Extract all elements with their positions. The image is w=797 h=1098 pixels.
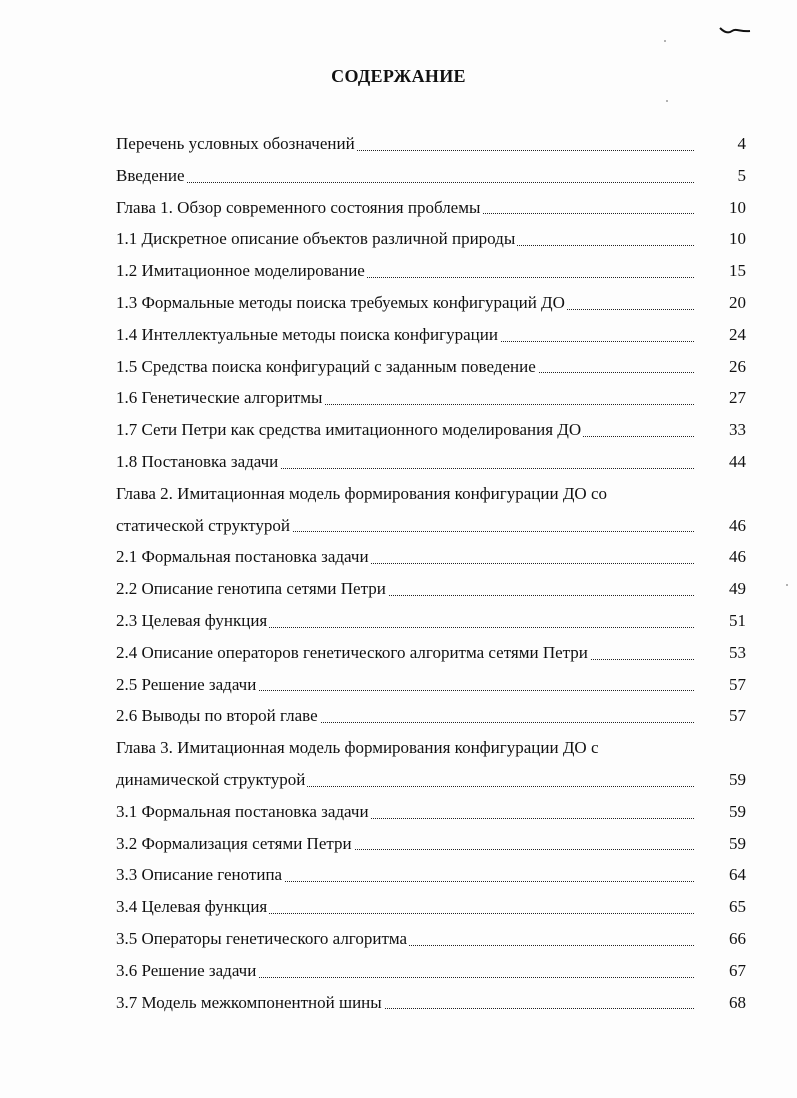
- toc-entry: [116, 859, 746, 891]
- toc-entry: [116, 192, 746, 224]
- page-title: СОДЕРЖАНИЕ: [331, 66, 466, 86]
- toc-entry-leader: [116, 987, 694, 1019]
- toc-entry-page-number: 15: [729, 261, 746, 281]
- toc-entry-page-number: 49: [729, 579, 746, 599]
- toc-entry: [116, 828, 746, 860]
- toc-entry: [116, 223, 746, 255]
- toc-entry-leader: [116, 573, 694, 605]
- toc-entry-label: 3.2 Формализация сетями Петри: [116, 833, 352, 853]
- toc-entry-leader: [116, 923, 694, 955]
- toc-entry-page-number: 44: [729, 451, 746, 471]
- toc-entry-label: 2.3 Целевая функция: [116, 610, 268, 630]
- toc-entry-label: 1.1 Дискретное описание объектов различной природы: [116, 229, 516, 249]
- toc-entry-leader: [116, 128, 694, 160]
- toc-entry-page-number: 4: [737, 134, 746, 153]
- toc-entry: [116, 987, 746, 1019]
- toc-entry-page-number: 20: [729, 292, 746, 312]
- toc-entry-label: 2.6 Выводы по второй главе: [116, 706, 318, 726]
- toc-entry-page-number: 51: [729, 610, 746, 630]
- toc-entry: [116, 669, 746, 701]
- toc-entry-label: 1.8 Постановка задачи: [116, 451, 279, 471]
- toc-entry-page-number: 53: [729, 642, 746, 662]
- toc-entry-page-number: 64: [729, 865, 746, 885]
- toc-entry-label: 1.5 Средства поиска конфигураций с заданным поведение: [116, 356, 536, 376]
- toc-entry: [116, 955, 746, 987]
- toc-entry-label: 3.7 Модель межкомпонентной шины: [116, 992, 382, 1012]
- toc-entry-label: 2.2 Описание генотипа сетями Петри: [116, 579, 386, 599]
- toc-entry-page-number: 67: [729, 960, 746, 980]
- toc-entry: [116, 255, 746, 287]
- toc-entry-leader: [116, 414, 694, 446]
- toc-entry-label: 2.1 Формальная постановка задачи: [116, 547, 369, 567]
- toc-entry: [116, 287, 746, 319]
- toc-entry: [116, 573, 746, 605]
- toc-entry-leader: [116, 955, 694, 987]
- toc-entry-leader: [116, 700, 694, 732]
- toc-entry-page-number: 33: [729, 420, 746, 440]
- toc-entry-label: 1.2 Имитационное моделирование: [116, 261, 365, 281]
- toc-entry-page-number: 24: [729, 324, 746, 344]
- toc-entry-leader: [116, 637, 694, 669]
- toc-entry: [116, 637, 746, 669]
- toc-entry-label-line1: Глава 2. Имитационная модель формирования конфигурации ДО со: [116, 483, 608, 503]
- toc-entry-page-number: 66: [729, 928, 746, 948]
- toc-entry-leader: [116, 192, 694, 224]
- toc-entry: [116, 160, 746, 192]
- toc-entry-page-number: 46: [729, 547, 746, 567]
- toc-entry-page-number: 10: [729, 229, 746, 249]
- toc-entry-leader: [116, 764, 694, 796]
- toc-entry-page-number: 27: [729, 388, 746, 408]
- toc-entry-label: 1.4 Интеллектуальные методы поиска конфигурации: [116, 324, 498, 344]
- toc-entry-label: динамической структурой: [116, 769, 306, 789]
- toc-entry-page-number: 46: [729, 515, 746, 535]
- toc-chapter-heading-line: [116, 732, 746, 764]
- toc-entry-page-number: 59: [729, 769, 746, 789]
- toc-entry-leader: [116, 160, 694, 192]
- toc-entry-label: 3.4 Целевая функция: [116, 897, 268, 917]
- toc-entry: [116, 541, 746, 573]
- toc-entry-page-number: 65: [729, 897, 746, 917]
- toc-entry-leader: [116, 605, 694, 637]
- toc-entry-label: 1.7 Сети Петри как средства имитационного моделирования ДО: [116, 420, 582, 440]
- toc-entry-leader: [116, 828, 694, 860]
- toc-entry: [116, 319, 746, 351]
- toc-entry-leader: [116, 255, 694, 287]
- toc-entry: [116, 382, 746, 414]
- toc-entry: [116, 414, 746, 446]
- toc-entry-leader: [116, 382, 694, 414]
- toc-entry-label: Введение: [116, 165, 185, 185]
- toc-entry: [116, 764, 746, 796]
- toc-entry-label: 1.6 Генетические алгоритмы: [116, 388, 323, 408]
- toc-entry-label: Глава 1. Обзор современного состояния проблемы: [116, 197, 481, 217]
- toc-entry-leader: [116, 319, 694, 351]
- toc-entry-label-line1: Глава 3. Имитационная модель формирования конфигурации ДО с: [116, 738, 599, 758]
- toc-entry-page-number: 5: [737, 165, 746, 185]
- toc-entry-page-number: 57: [729, 706, 746, 726]
- scan-speck: [664, 40, 666, 42]
- toc-entry-label: статической структурой: [116, 515, 290, 535]
- table-of-contents: [116, 128, 746, 1018]
- toc-entry-leader: [116, 351, 694, 383]
- toc-entry-label: 2.5 Решение задачи: [116, 674, 257, 694]
- scan-mark-icon: [718, 22, 752, 36]
- toc-entry-leader: [116, 446, 694, 478]
- toc-entry-page-number: 68: [729, 992, 746, 1012]
- toc-entry-page-number: 59: [729, 833, 746, 853]
- toc-entry-leader: [116, 796, 694, 828]
- toc-entry-page-number: 10: [729, 197, 746, 217]
- toc-entry-label: 1.3 Формальные методы поиска требуемых конфигураций ДО: [116, 292, 565, 312]
- toc-entry: [116, 128, 746, 160]
- toc-entry-label: Перечень условных обозначений: [116, 134, 355, 153]
- toc-entry-page-number: 26: [729, 356, 746, 376]
- toc-chapter-heading-line: [116, 478, 746, 510]
- toc-entry-label: 3.5 Операторы генетического алгоритма: [116, 928, 408, 948]
- toc-entry-leader: [116, 510, 694, 542]
- toc-entry-leader: [116, 891, 694, 923]
- toc-entry-page-number: 59: [729, 801, 746, 821]
- toc-entry-label: 3.3 Описание генотипа: [116, 865, 283, 885]
- toc-entry-page-number: 57: [729, 674, 746, 694]
- toc-entry-leader: [116, 669, 694, 701]
- scan-speck: [666, 100, 668, 102]
- toc-entry: [116, 796, 746, 828]
- toc-entry-leader: [116, 223, 694, 255]
- toc-entry: [116, 351, 746, 383]
- toc-entry-leader: [116, 541, 694, 573]
- toc-entry-label: 3.1 Формальная постановка задачи: [116, 801, 369, 821]
- toc-entry: [116, 923, 746, 955]
- toc-entry: [116, 700, 746, 732]
- toc-entry-leader: [116, 287, 694, 319]
- toc-entry-label: 3.6 Решение задачи: [116, 960, 257, 980]
- toc-entry-leader: [116, 859, 694, 891]
- toc-entry: [116, 446, 746, 478]
- toc-entry: [116, 510, 746, 542]
- toc-entry: [116, 605, 746, 637]
- toc-entry-label: 2.4 Описание операторов генетического алгоритма сетями Петри: [116, 642, 588, 662]
- scan-speck: [786, 584, 788, 586]
- toc-entry: [116, 891, 746, 923]
